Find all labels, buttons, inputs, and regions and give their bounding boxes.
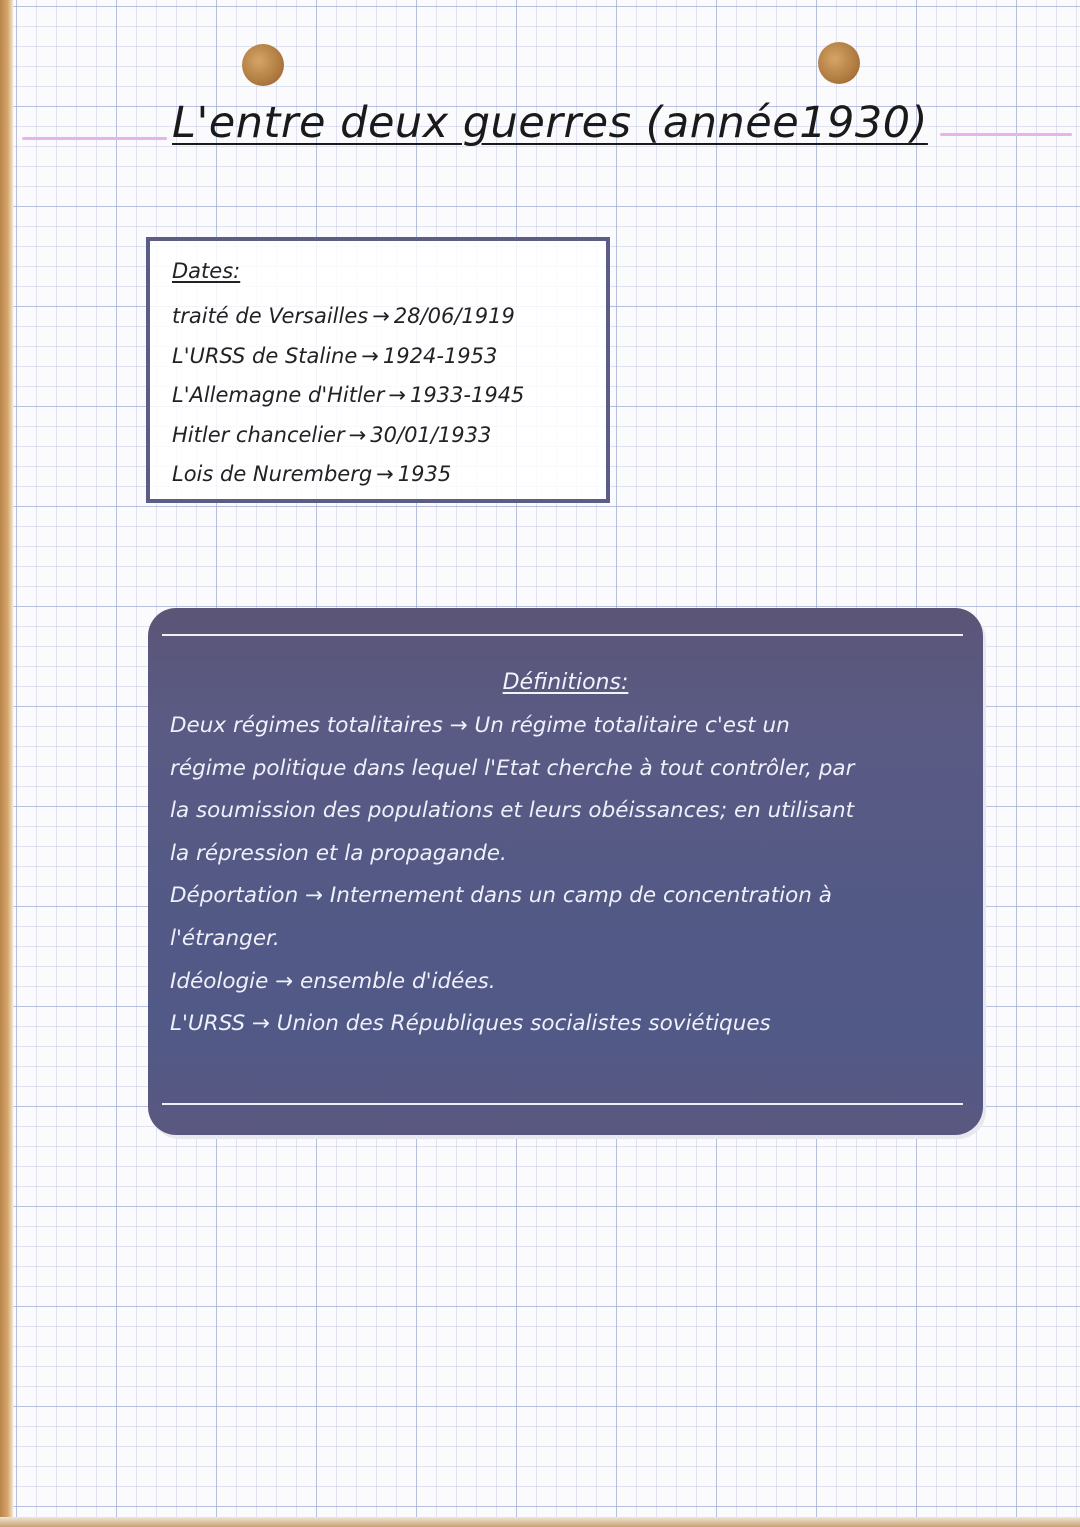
arrow-icon: → bbox=[376, 462, 394, 486]
definition-line: L'URSS → Union des Républiques socialistes soviétiques bbox=[170, 1011, 771, 1037]
definition-line: Deux régimes totalitaires → Un régime totalitaire c'est un bbox=[170, 713, 790, 738]
punch-hole-left bbox=[242, 44, 284, 86]
definitions-body bbox=[170, 705, 970, 1046]
definitions-card bbox=[148, 608, 983, 1135]
definition-line: la soumission des populations et leurs obéissances; en utilisant bbox=[170, 798, 855, 824]
date-value: 1933-1945 bbox=[409, 383, 525, 407]
arrow-icon: → bbox=[372, 304, 390, 328]
arrow-icon: → bbox=[348, 422, 367, 447]
page-bottom-edge bbox=[0, 1517, 1080, 1527]
date-value: 28/06/1919 bbox=[393, 304, 515, 328]
date-value: 1935 bbox=[397, 462, 452, 486]
date-label: L'Allemagne d'Hitler bbox=[172, 383, 385, 407]
arrow-icon: → bbox=[388, 383, 406, 407]
definition-line: l'étranger. bbox=[170, 925, 280, 951]
date-item bbox=[172, 455, 524, 495]
date-label: Lois de Nuremberg bbox=[172, 462, 373, 486]
punch-hole-right bbox=[818, 42, 860, 84]
definitions-heading: Définitions: bbox=[502, 670, 629, 695]
date-item bbox=[172, 297, 524, 337]
page-title: L'entre deux guerres (année1930) bbox=[172, 98, 928, 148]
date-value: 30/01/1933 bbox=[370, 422, 492, 447]
definition-line: régime politique dans lequel l'Etat cherche à tout contrôler, par bbox=[170, 755, 855, 781]
title-accent-line-left bbox=[22, 137, 167, 140]
date-item bbox=[172, 416, 524, 456]
arrow-icon: → bbox=[361, 343, 379, 368]
divider-top bbox=[162, 634, 963, 636]
definition-line: la répression et la propagande. bbox=[170, 840, 507, 866]
date-item bbox=[172, 337, 524, 377]
dates-list bbox=[172, 297, 524, 495]
dates-heading: Dates: bbox=[172, 259, 241, 283]
date-item bbox=[172, 376, 524, 416]
definition-line: Déportation → Internement dans un camp de concentration à bbox=[170, 883, 832, 909]
definition-line: Idéologie → ensemble d'idées. bbox=[170, 968, 496, 994]
date-label: Hitler chancelier bbox=[172, 422, 345, 447]
dates-box bbox=[146, 237, 610, 503]
binder-edge bbox=[0, 0, 13, 1527]
date-label: L'URSS de Staline bbox=[172, 343, 358, 368]
title-accent-line-right bbox=[940, 133, 1072, 136]
date-label: traité de Versailles bbox=[172, 304, 369, 328]
divider-bottom bbox=[162, 1103, 963, 1105]
date-value: 1924-1953 bbox=[382, 343, 498, 368]
